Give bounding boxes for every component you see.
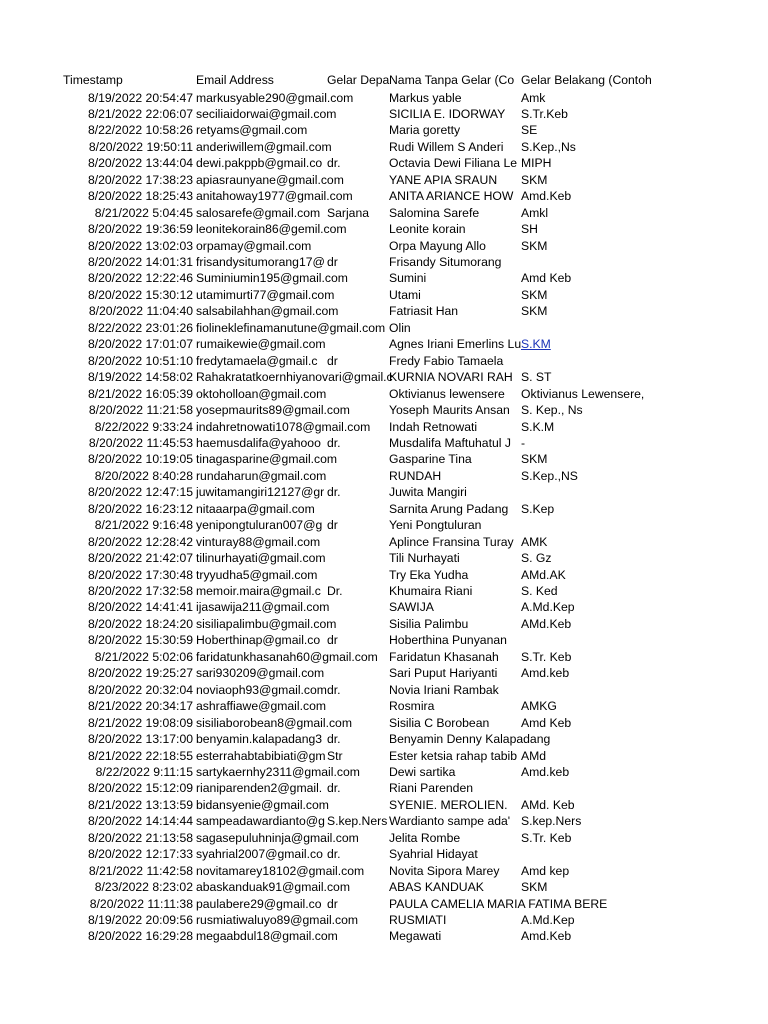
table-row [0, 879, 768, 895]
timestamp-cell: 8/20/2022 15:30:59 [87, 633, 193, 648]
table-row [0, 780, 768, 796]
email-cell: esterrahabtabibiati@gm [196, 748, 326, 763]
timestamp-cell: 8/19/2022 20:54:47 [87, 90, 193, 105]
gelar-depan-cell: dr [327, 633, 338, 648]
timestamp-cell: 8/21/2022 13:13:59 [87, 797, 193, 812]
table-row [0, 254, 768, 270]
gelar-belakang-cell: S. Gz [521, 551, 552, 566]
timestamp-cell: 8/22/2022 9:33:24 [94, 419, 193, 434]
email-cell: megaabdul18@gmail.com [196, 929, 338, 944]
email-cell: salsabilahhan@gmail.com [196, 304, 339, 319]
name-cell: Agnes Iriani Emerlins Lu [389, 337, 522, 352]
gelar-belakang-cell: A.Md.Kep [521, 600, 575, 615]
gelar-belakang-cell: SKM [521, 452, 548, 467]
email-cell: leonitekorain86@gemil.com [196, 222, 347, 237]
timestamp-cell: 8/20/2022 12:17:33 [87, 847, 193, 862]
email-cell: paulabere29@gmail.co [196, 896, 322, 911]
table-row [0, 188, 768, 204]
table-row [0, 665, 768, 681]
table-row [0, 567, 768, 583]
timestamp-cell: 8/21/2022 9:16:48 [94, 518, 193, 533]
table-row [0, 139, 768, 155]
table-row [0, 106, 768, 122]
header-row [0, 72, 768, 88]
table-row [0, 583, 768, 599]
email-cell: yosepmaurits89@gmail.com [196, 403, 350, 418]
gelar-depan-cell: dr. [327, 435, 341, 450]
name-cell: Juwita Mangiri [389, 485, 467, 500]
table-row [0, 238, 768, 254]
email-cell: oktoholloan@gmail.com [196, 386, 327, 401]
email-cell: orpamay@gmail.com [196, 238, 312, 253]
gelar-depan-cell: dr. [327, 485, 341, 500]
email-cell: apiasraunyane@gmail.com [196, 172, 344, 187]
header-gelar-depan: Gelar Depa [327, 73, 390, 87]
timestamp-cell: 8/20/2022 12:22:46 [87, 271, 193, 286]
name-cell: Sarnita Arung Padang [389, 501, 509, 516]
timestamp-cell: 8/22/2022 23:01:26 [87, 320, 193, 335]
name-cell: Faridatun Khasanah [389, 649, 499, 664]
table-row [0, 863, 768, 879]
gelar-belakang-cell: Amd.Keb [521, 189, 572, 204]
timestamp-cell: 8/20/2022 16:29:28 [87, 929, 193, 944]
timestamp-cell: 8/20/2022 13:44:04 [87, 156, 193, 171]
gelar-belakang-cell: S. Kep., Ns [521, 403, 583, 418]
table-row [0, 155, 768, 171]
timestamp-cell: 8/20/2022 11:21:58 [88, 403, 193, 418]
timestamp-cell: 8/21/2022 5:02:06 [94, 649, 193, 664]
email-cell: haemusdalifa@yahooo [196, 435, 321, 450]
timestamp-cell: 8/20/2022 19:36:59 [87, 222, 193, 237]
email-cell: novitamarey18102@gmail.com [196, 863, 365, 878]
table-row [0, 320, 768, 336]
gelar-belakang-cell: SKM [521, 880, 548, 895]
gelar-depan-cell: dr [327, 255, 338, 269]
timestamp-cell: 8/20/2022 21:42:07 [87, 551, 193, 566]
timestamp-cell: 8/21/2022 22:06:07 [87, 106, 193, 121]
table-row [0, 402, 768, 418]
name-cell: Rudi Willem S Anderi [389, 139, 504, 154]
email-cell: ashraffiawe@gmail.com [196, 699, 327, 714]
email-cell: sisiliaborobean8@gmail.com [196, 715, 352, 730]
email-cell: juwitamangiri12127@gr [196, 485, 325, 500]
timestamp-cell: 8/20/2022 14:14:44 [87, 814, 193, 829]
timestamp-cell: 8/20/2022 15:12:09 [87, 781, 193, 796]
gelar-belakang-cell: SKM [521, 172, 548, 187]
table-row [0, 435, 768, 451]
email-cell: tilinurhayati@gmail.com [196, 551, 326, 566]
name-cell: YANE APIA SRAUN [389, 172, 498, 187]
name-cell: Yoseph Maurits Ansan [389, 403, 510, 418]
table-row [0, 122, 768, 138]
gelar-belakang-cell: SH [521, 222, 538, 237]
timestamp-cell: 8/20/2022 18:25:43 [87, 189, 193, 204]
name-cell: Benyamin Denny Kalapadang [389, 732, 551, 747]
timestamp-cell: 8/20/2022 14:01:31 [87, 255, 193, 269]
table-row [0, 550, 768, 566]
gelar-belakang-cell: SKM [521, 287, 548, 302]
gelar-belakang-cell: Amkl [521, 205, 549, 220]
gelar-belakang-cell: S.kep.Ners [521, 814, 582, 829]
email-cell: bidansyenie@gmail.com [196, 797, 329, 812]
email-cell: retyams@gmail.com [196, 123, 308, 138]
name-cell: PAULA CAMELIA MARIA FATIMA BERE [389, 896, 608, 911]
gelar-belakang-cell: S.Tr. Keb [521, 830, 572, 845]
name-cell: Dewi sartika [389, 764, 456, 779]
timestamp-cell: 8/23/2022 8:23:02 [94, 880, 193, 895]
timestamp-cell: 8/20/2022 10:19:05 [87, 452, 193, 467]
table-row [0, 616, 768, 632]
timestamp-cell: 8/20/2022 14:41:41 [87, 600, 193, 615]
email-cell: memoir.maira@gmail.c [196, 584, 321, 598]
gelar-belakang-cell: AMK [521, 534, 548, 549]
table-row [0, 484, 768, 500]
table-row [0, 928, 768, 944]
table-row [0, 468, 768, 484]
email-cell: rumaikewie@gmail.com [196, 337, 326, 352]
name-cell: Fatriasit Han [389, 304, 459, 319]
name-cell: Riani Parenden [389, 781, 474, 796]
timestamp-cell: 8/22/2022 9:11:15 [95, 764, 193, 779]
gelar-depan-cell: dr. [327, 682, 341, 697]
gelar-depan-cell: dr [327, 896, 338, 911]
email-cell: sartykaernhy2311@gmail.com [196, 764, 360, 779]
timestamp-cell: 8/20/2022 13:02:03 [87, 238, 193, 253]
table-row [0, 287, 768, 303]
name-cell: Salomina Sarefe [389, 205, 480, 220]
timestamp-cell: 8/20/2022 11:11:38 [89, 896, 193, 911]
name-cell: Jelita Rombe [389, 830, 461, 845]
email-cell: fiolineklefinamanutune@gmail.com [196, 320, 386, 335]
table-row [0, 896, 768, 912]
table-row [0, 846, 768, 862]
gelar-belakang-cell: MIPH [521, 156, 552, 171]
email-cell: dewi.pakppb@gmail.co [196, 156, 323, 171]
table-row [0, 632, 768, 648]
gelar-belakang-cell: Amd kep [521, 863, 570, 878]
gelar-belakang-cell: AMd.AK [521, 567, 566, 582]
name-cell: Wardianto sampe ada' [389, 814, 511, 829]
email-cell: tryyudha5@gmail.com [196, 567, 318, 582]
name-cell: ABAS KANDUAK [389, 880, 484, 895]
name-cell: Try Eka Yudha [389, 567, 469, 582]
gelar-depan-cell: S.kep.Ners [327, 814, 388, 829]
gelar-depan-cell: dr [327, 518, 338, 533]
name-cell: Ester ketsia rahap tabib [389, 748, 518, 763]
name-cell: Megawati [389, 929, 442, 944]
gelar-belakang-cell: S. ST [521, 370, 552, 385]
name-cell: Syahrial Hidayat [389, 847, 478, 862]
email-cell: yenipongtuluran007@g [196, 518, 323, 533]
email-cell: rianiparenden2@gmail. [196, 781, 323, 796]
gelar-belakang-cell: AMd [521, 748, 547, 763]
table-row [0, 451, 768, 467]
gelar-belakang-cell: AMd. Keb [521, 797, 575, 812]
gelar-depan-cell: Sarjana [327, 205, 370, 220]
timestamp-cell: 8/20/2022 21:13:58 [87, 830, 193, 845]
email-cell: noviaoph93@gmail.com [196, 682, 327, 697]
email-cell: faridatunkhasanah60@gmail.com [196, 649, 378, 664]
timestamp-cell: 8/20/2022 11:45:53 [88, 435, 193, 450]
email-cell: Hoberthinap@gmail.co [196, 633, 321, 648]
timestamp-cell: 8/19/2022 14:58:02 [87, 370, 193, 385]
timestamp-cell: 8/20/2022 8:40:28 [94, 468, 193, 483]
name-cell: Utami [389, 287, 421, 302]
email-cell: Rahakratatkoernhiyanovari@gmail.c [196, 370, 393, 385]
gelar-belakang-cell: SE [521, 123, 538, 138]
gelar-belakang-cell: Amd.Keb [521, 929, 572, 944]
table-row [0, 813, 768, 829]
header-timestamp: Timestamp [63, 73, 123, 87]
timestamp-cell: 8/20/2022 17:32:58 [87, 584, 193, 598]
email-cell: syahrial2007@gmail.co [196, 847, 323, 862]
timestamp-cell: 8/20/2022 19:25:27 [87, 666, 193, 681]
table-row [0, 221, 768, 237]
timestamp-cell: 8/21/2022 16:05:39 [87, 386, 193, 401]
name-cell: Gasparine Tina [389, 452, 472, 467]
gelar-depan-cell: dr [327, 353, 338, 368]
table-row [0, 731, 768, 747]
gelar-depan-cell: dr. [327, 781, 341, 796]
gelar-belakang-cell: Amd Keb [521, 715, 572, 730]
email-cell: salosarefe@gmail.com [196, 205, 321, 220]
email-cell: indahretnowati1078@gmail.com [196, 419, 371, 434]
table-row [0, 534, 768, 550]
gelar-belakang-cell: Amd Keb [521, 271, 572, 286]
email-cell: ijasawija211@gmail.com [196, 600, 330, 615]
gelar-belakang-cell: S.Kep [521, 501, 555, 516]
table-row [0, 90, 768, 106]
name-cell: Tili Nurhayati [389, 551, 460, 566]
gelar-depan-cell: Dr. [327, 584, 343, 598]
timestamp-cell: 8/20/2022 12:28:42 [87, 534, 193, 549]
gelar-belakang-cell: S.K.M [521, 419, 555, 434]
gelar-belakang-cell: S.Tr.Keb [521, 106, 568, 121]
timestamp-cell: 8/20/2022 11:04:40 [88, 304, 193, 319]
table-row [0, 715, 768, 731]
header-email-address: Email Address [196, 73, 274, 87]
gelar-belakang-cell: Amk [521, 90, 546, 105]
email-cell: abaskanduak91@gmail.com [196, 880, 350, 895]
table-row [0, 912, 768, 928]
timestamp-cell: 8/20/2022 17:30:48 [87, 567, 193, 582]
email-cell: benyamin.kalapadang3 [196, 732, 323, 747]
gelar-depan-cell: dr. [327, 732, 341, 747]
timestamp-cell: 8/21/2022 11:42:58 [88, 863, 193, 878]
timestamp-cell: 8/19/2022 20:09:56 [87, 913, 193, 927]
email-cell: utamimurti77@gmail.com [196, 287, 335, 302]
name-cell: Fredy Fabio Tamaela [389, 353, 504, 368]
name-cell: Sumini [389, 271, 427, 286]
table-row [0, 353, 768, 369]
name-cell: Sisilia C Borobean [389, 715, 490, 730]
name-cell: Aplince Fransina Turay [389, 534, 514, 549]
email-cell: vinturay88@gmail.com [196, 534, 321, 549]
timestamp-cell: 8/21/2022 19:08:09 [87, 715, 193, 730]
email-cell: sagasepuluhninja@gmail.com [196, 830, 359, 845]
email-cell: frisandysitumorang17@ [196, 255, 325, 269]
gelar-belakang-cell: - [521, 435, 526, 450]
table-row [0, 698, 768, 714]
table-row [0, 517, 768, 533]
email-cell: rusmiatiwaluyo89@gmail.com [196, 913, 359, 927]
email-cell: sisiliapalimbu@gmail.com [196, 616, 337, 631]
name-cell: Khumaira Riani [389, 584, 473, 598]
timestamp-cell: 8/20/2022 13:17:00 [87, 732, 193, 747]
name-cell: SAWIJA [389, 600, 434, 615]
gelar-belakang-cell: S.Tr. Keb [521, 649, 572, 664]
table-row [0, 205, 768, 221]
name-cell: Markus yable [389, 90, 462, 105]
table-row [0, 172, 768, 188]
table-row [0, 764, 768, 780]
name-cell: Frisandy Situmorang [389, 255, 502, 269]
timestamp-cell: 8/20/2022 10:51:10 [87, 353, 193, 368]
name-cell: Rosmira [389, 699, 435, 714]
name-cell: SYENIE. MEROLIEN. [389, 797, 508, 812]
name-cell: Yeni Pongtuluran [389, 518, 482, 533]
name-cell: Hoberthina Punyanan [389, 633, 507, 648]
name-cell: Novita Sipora Marey [389, 863, 500, 878]
timestamp-cell: 8/21/2022 5:04:45 [94, 205, 193, 220]
name-cell: SICILIA E. IDORWAY [389, 106, 506, 121]
email-cell: rundaharun@gmail.com [196, 468, 327, 483]
gelar-depan-cell: Str [327, 748, 343, 763]
table-row [0, 682, 768, 698]
timestamp-cell: 8/21/2022 20:34:17 [87, 699, 193, 714]
gelar-belakang-cell: S.Kep.,NS [521, 468, 578, 483]
email-cell: sampeadawardianto@g [196, 814, 325, 829]
table-row [0, 797, 768, 813]
table-row [0, 369, 768, 385]
email-cell: fredytamaela@gmail.c [196, 353, 318, 368]
gelar-belakang-link[interactable]: S.KM [521, 337, 551, 352]
timestamp-cell: 8/22/2022 10:58:26 [87, 123, 193, 138]
gelar-belakang-cell: S.Kep.,Ns [521, 139, 576, 154]
gelar-belakang-cell: AMd.Keb [521, 616, 572, 631]
email-cell: sari930209@gmail.com [196, 666, 325, 681]
timestamp-cell: 8/20/2022 19:50:11 [88, 139, 193, 154]
name-cell: Novia Iriani Rambak [389, 682, 499, 697]
name-cell: Oktivianus lewensere [389, 386, 505, 401]
timestamp-cell: 8/20/2022 18:24:20 [87, 616, 193, 631]
email-cell: anitahoway1977@gmail.com [196, 189, 353, 204]
name-cell: RUNDAH [389, 468, 442, 483]
gelar-belakang-cell: A.Md.Kep [521, 913, 575, 927]
gelar-depan-cell: dr. [327, 847, 341, 862]
gelar-belakang-cell: Amd.keb [521, 764, 570, 779]
gelar-belakang-cell: Amd.keb [521, 666, 570, 681]
table-row [0, 501, 768, 517]
name-cell: Indah Retnowati [389, 419, 478, 434]
name-cell: Sisilia Palimbu [389, 616, 469, 631]
email-cell: seciliaidorwai@gmail.com [196, 106, 337, 121]
gelar-belakang-cell: SKM [521, 304, 548, 319]
table-row [0, 830, 768, 846]
table-row [0, 599, 768, 615]
timestamp-cell: 8/20/2022 17:01:07 [87, 337, 193, 352]
name-cell: Maria goretty [389, 123, 461, 138]
timestamp-cell: 8/20/2022 17:38:23 [87, 172, 193, 187]
timestamp-cell: 8/20/2022 15:30:12 [87, 287, 193, 302]
table-row [0, 386, 768, 402]
name-cell: RUSMIATI [389, 913, 447, 927]
table-row [0, 748, 768, 764]
table-row [0, 270, 768, 286]
timestamp-cell: 8/20/2022 16:23:12 [87, 501, 193, 516]
header-nama-tanpa-gelar: Nama Tanpa Gelar (Co [389, 73, 515, 87]
timestamp-cell: 8/20/2022 12:47:15 [87, 485, 193, 500]
gelar-belakang-cell: AMKG [521, 699, 557, 714]
gelar-belakang-cell: Oktivianus Lewensere, [521, 386, 645, 401]
table-row [0, 649, 768, 665]
name-cell: Leonite korain [389, 222, 466, 237]
name-cell: Musdalifa Maftuhatul J [389, 435, 511, 450]
name-cell: Octavia Dewi Filiana Le [389, 156, 518, 171]
timestamp-cell: 8/21/2022 22:18:55 [87, 748, 193, 763]
gelar-belakang-cell: SKM [521, 238, 548, 253]
name-cell: Olin [389, 320, 411, 335]
name-cell: ANITA ARIANCE HOW [389, 189, 514, 204]
email-cell: anderiwillem@gmail.com [196, 139, 332, 154]
email-cell: markusyable290@gmail.com [196, 90, 354, 105]
gelar-depan-cell: dr. [327, 156, 341, 171]
table-row [0, 419, 768, 435]
header-gelar-belakang: Gelar Belakang (Contoh [521, 73, 652, 87]
table-row [0, 303, 768, 319]
name-cell: Orpa Mayung Allo [389, 238, 486, 253]
name-cell: KURNIA NOVARI RAH [389, 370, 513, 385]
email-cell: Suminiumin195@gmail.com [196, 271, 348, 286]
table-row [0, 336, 768, 352]
gelar-belakang-cell: S. Ked [521, 584, 558, 598]
email-cell: nitaaarpa@gmail.com [196, 501, 315, 516]
timestamp-cell: 8/20/2022 20:32:04 [87, 682, 193, 697]
name-cell: Sari Puput Hariyanti [389, 666, 498, 681]
email-cell: tinagasparine@gmail.com [196, 452, 338, 467]
